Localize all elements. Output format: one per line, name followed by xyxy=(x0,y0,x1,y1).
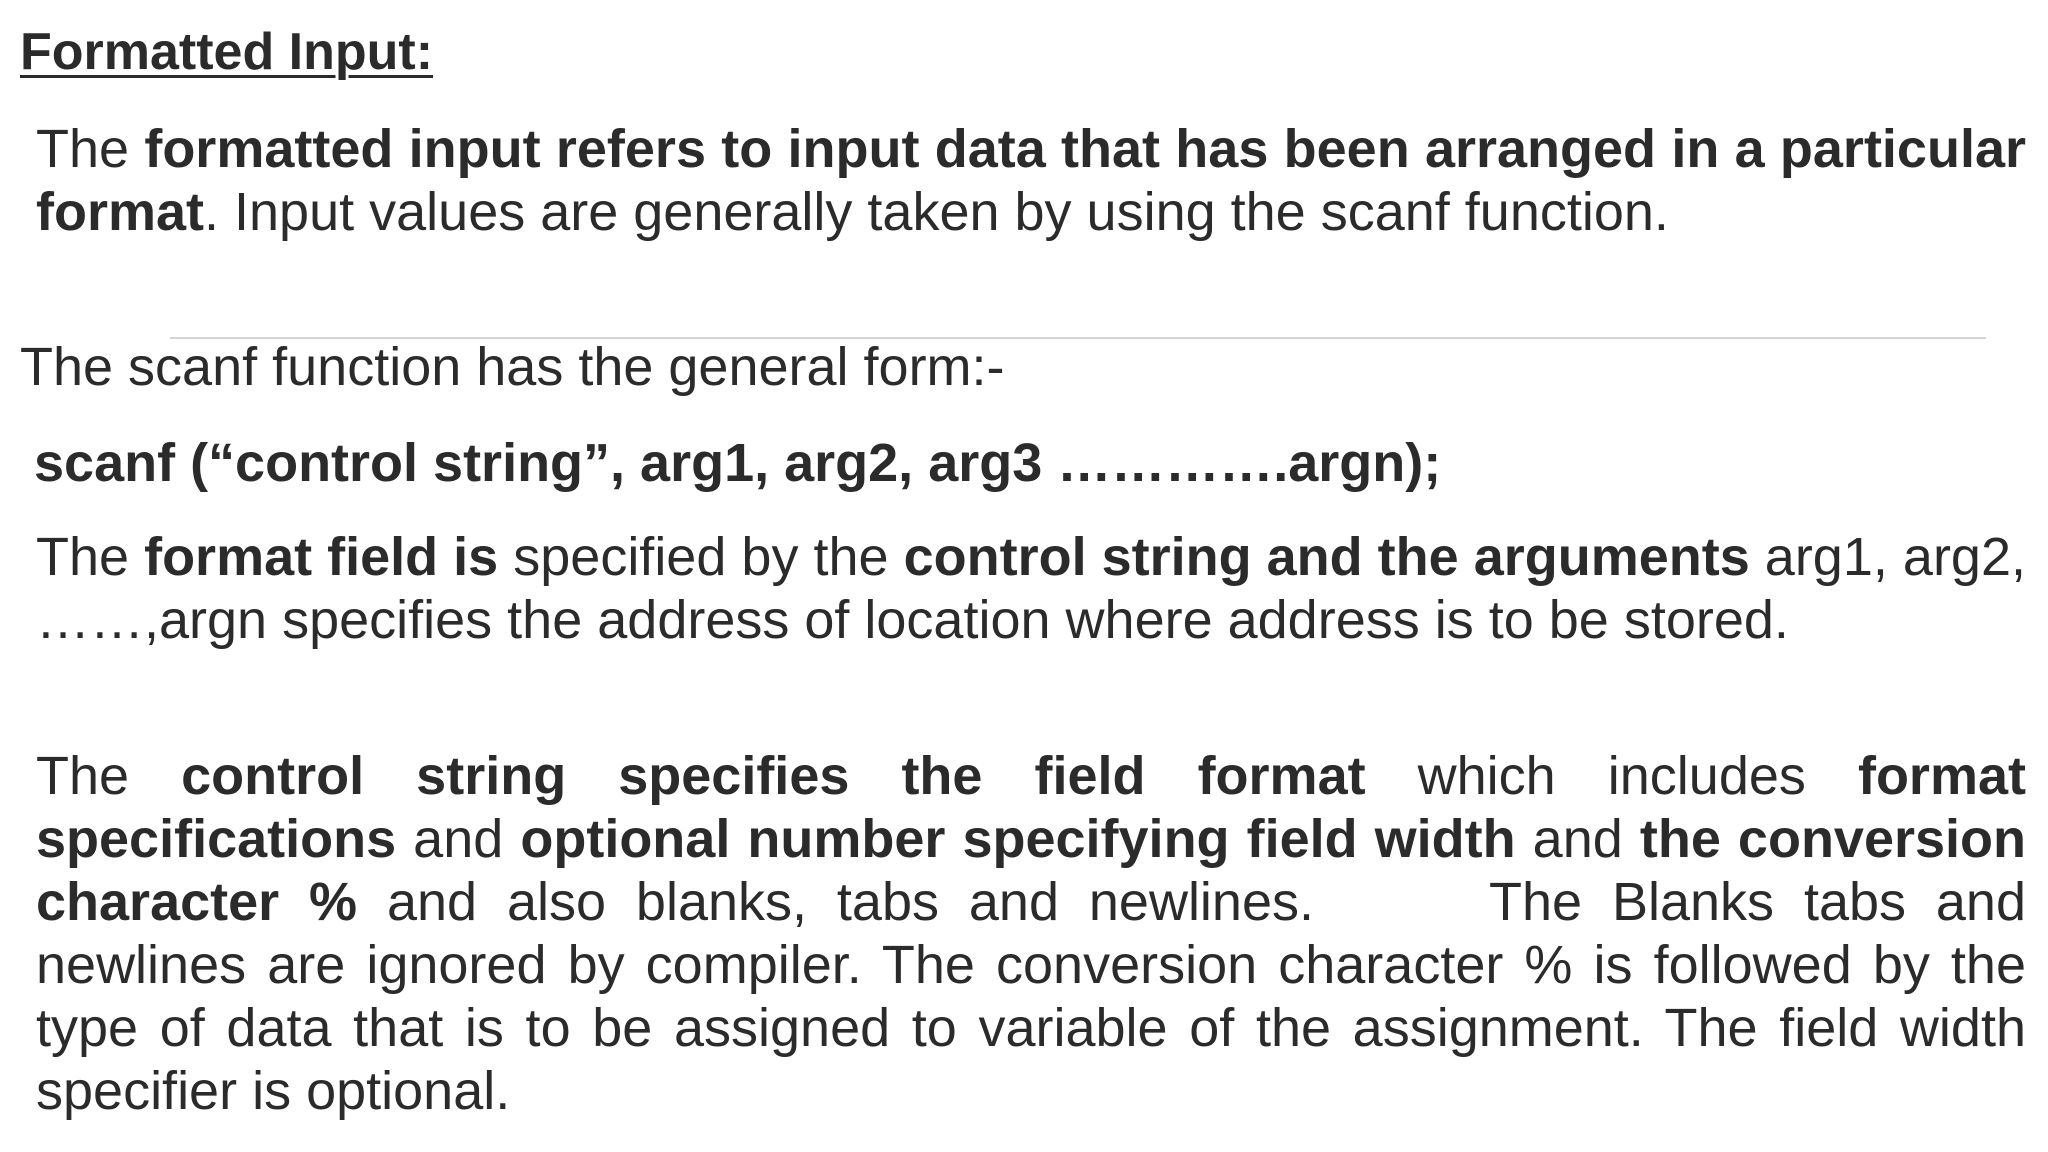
bold-span: format field is xyxy=(144,527,499,587)
paragraph-format-field xyxy=(36,526,2026,652)
bold-span: format specifications xyxy=(36,746,2026,869)
text-span: and xyxy=(1515,809,1640,869)
general-form-line: The scanf function has the general form:- xyxy=(20,337,1005,397)
paragraph-formatted-input-definition xyxy=(36,118,2026,244)
text-span: and also blanks, tabs and newlines. xyxy=(357,872,1315,932)
bold-span: control string and the arguments xyxy=(903,527,1750,587)
page-title: Formatted Input: xyxy=(20,23,434,81)
bold-span: control string specifies the field format xyxy=(181,746,1366,806)
text-span: which includes xyxy=(1365,746,1858,806)
scanf-syntax-line: scanf (“control string”, arg1, arg2, arg3 ………….argn); xyxy=(34,433,1442,493)
bold-span: optional number specifying field width xyxy=(520,809,1516,869)
text-span: . Input values are generally taken by using the scanf function. xyxy=(204,182,1669,242)
text-span: The xyxy=(36,527,145,587)
text-span: The xyxy=(36,746,182,806)
text-span: and xyxy=(396,809,521,869)
text-span: arg1, arg2, ……,argn specifies the address of location where address is to be stored. xyxy=(36,527,2026,650)
bold-span: the conversion character % xyxy=(36,809,2027,932)
paragraph-control-string xyxy=(36,745,2026,1123)
text-span: specified by the xyxy=(498,527,904,587)
text-span: The Blanks tabs and newlines are ignored by compiler. The conversion character % is followed by the type of data that is to be assigned to variable of the assignment. The field width specifier is optional. xyxy=(36,872,2026,1121)
bold-span: formatted input refers to input data that has been arranged in a particular format xyxy=(36,119,2026,242)
text-span: The xyxy=(36,119,145,179)
